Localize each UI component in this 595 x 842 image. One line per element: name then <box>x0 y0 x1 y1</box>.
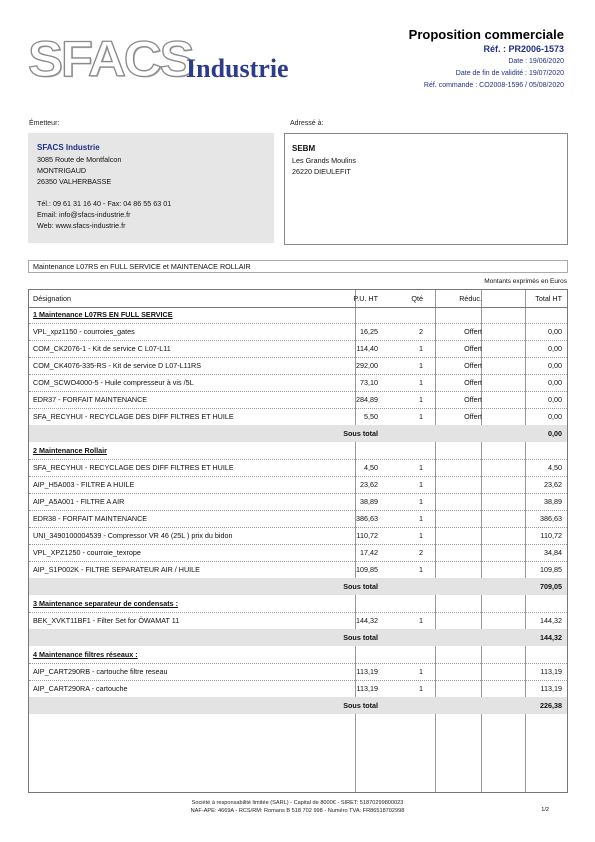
item-unit-price: 292,00 <box>356 361 378 370</box>
emitter-phone: Tél.: 09 61 31 16 40 - Fax: 04 86 55 63 01 <box>37 199 172 208</box>
subtotal-label: Sous total <box>343 582 378 591</box>
item-total: 34,84 <box>544 548 562 557</box>
item-quantity: 2 <box>419 327 423 336</box>
subtotal-label: Sous total <box>343 429 378 438</box>
column-header-discount: Réduc. <box>459 294 482 303</box>
item-unit-price: 113,19 <box>356 684 378 693</box>
item-designation: VPL_XPZ1250 - courroie_texrope <box>33 548 141 557</box>
item-total: 386,63 <box>540 514 562 523</box>
recipient-block <box>284 133 568 245</box>
emitter-label: Émetteur: <box>29 120 60 127</box>
subtotal-row <box>29 629 567 646</box>
emitter-email: Email: info@sfacs-industrie.fr <box>37 210 131 219</box>
section-title: 2 Maintenance Rollair <box>33 446 107 455</box>
subtotal-label: Sous total <box>343 701 378 710</box>
item-designation: COM_SCWO4000-5 - Huile compresseur à vis /5L <box>33 378 194 387</box>
section-title: 1 Maintenance L07RS EN FULL SERVICE <box>33 310 173 319</box>
item-unit-price: 38,89 <box>360 497 378 506</box>
subtotal-value: 0,00 <box>548 429 562 438</box>
item-designation: UNI_3490100004539 - Compressor VR 46 (25L ) prix du bidon <box>33 531 233 540</box>
item-total: 113,19 <box>540 667 562 676</box>
emitter-address-1: 3085 Route de Montfalcon <box>37 155 122 164</box>
section-heading-row <box>29 595 567 613</box>
emitter-block <box>28 133 274 243</box>
item-unit-price: 114,40 <box>356 344 378 353</box>
table-row <box>29 340 567 358</box>
item-unit-price: 5,50 <box>364 412 378 421</box>
subtotal-label: Sous total <box>343 633 378 642</box>
item-designation: VPL_xpz1150 - courroies_gates <box>33 327 135 336</box>
legal-footer <box>0 799 595 815</box>
table-row <box>29 476 567 494</box>
item-total: 0,00 <box>548 361 562 370</box>
item-quantity: 1 <box>419 361 423 370</box>
item-quantity: 1 <box>419 684 423 693</box>
table-row <box>29 612 567 630</box>
item-quantity: 1 <box>419 514 423 523</box>
logo-mark: SFACS <box>28 31 193 87</box>
item-designation: AIP_CART290RA - cartouche <box>33 684 128 693</box>
item-quantity: 1 <box>419 565 423 574</box>
table-row <box>29 510 567 528</box>
item-unit-price: 386,63 <box>356 514 378 523</box>
page-number: 1/2 <box>541 807 549 813</box>
column-header-unit-price: P.U. HT <box>353 294 378 303</box>
item-quantity: 2 <box>419 548 423 557</box>
item-discount: Offert <box>464 361 482 370</box>
document-header <box>409 27 564 92</box>
item-quantity: 1 <box>419 531 423 540</box>
subtotal-value: 226,38 <box>540 701 562 710</box>
item-total: 144,32 <box>540 616 562 625</box>
item-designation: COM_CK2076-1 - Kit de service C L07-L11 <box>33 344 171 353</box>
item-quantity: 1 <box>419 378 423 387</box>
table-row <box>29 493 567 511</box>
item-total: 4,50 <box>548 463 562 472</box>
subtotal-row <box>29 697 567 714</box>
footer-line-2: NAF-APE: 4669A - RCS/RM: Romans B 518 702 998 - Numéro TVA: FR86518702998 <box>190 808 405 814</box>
item-unit-price: 110,72 <box>356 531 378 540</box>
section-heading-row <box>29 442 567 460</box>
item-total: 38,89 <box>544 497 562 506</box>
recipient-address-2: 26220 DIEULEFIT <box>292 167 351 176</box>
item-designation: EDR37 - FORFAIT MAINTENANCE <box>33 395 148 404</box>
section-title: 4 Maintenance filtres réseaux : <box>33 650 138 659</box>
item-unit-price: 23,62 <box>360 480 378 489</box>
item-discount: Offert <box>464 395 482 404</box>
item-quantity: 1 <box>419 395 423 404</box>
order-reference: Réf. commande : CO2008-1596 / 05/08/2020 <box>423 82 564 89</box>
item-total: 0,00 <box>548 395 562 404</box>
currency-note: Montants exprimés en Euros <box>484 278 567 285</box>
company-logo <box>28 30 318 90</box>
column-header-qty: Qté <box>411 294 423 303</box>
item-total: 109,85 <box>540 565 562 574</box>
item-discount: Offert <box>464 412 482 421</box>
item-quantity: 1 <box>419 463 423 472</box>
item-unit-price: 109,85 <box>356 565 378 574</box>
recipient-name: SEBM <box>292 144 316 153</box>
item-designation: AIP_CART290RB - cartouche filtre reseau <box>33 667 168 676</box>
item-quantity: 1 <box>419 480 423 489</box>
table-row <box>29 544 567 562</box>
document-title: Proposition commerciale <box>408 27 564 42</box>
item-designation: EDR38 - FORFAIT MAINTENANCE <box>33 514 148 523</box>
table-row <box>29 663 567 681</box>
section-heading-row <box>29 306 567 324</box>
item-designation: AIP_H5A003 - FILTRE A HUILE <box>33 480 135 489</box>
item-total: 0,00 <box>548 344 562 353</box>
item-unit-price: 16,25 <box>360 327 378 336</box>
item-designation: AIP_S1P002K - FILTRE SEPARATEUR AIR / HUILE <box>33 565 200 574</box>
document-date: Date : 19/06/2020 <box>508 58 564 65</box>
emitter-address-2: MONTRIGAUD <box>37 166 87 175</box>
item-quantity: 1 <box>419 344 423 353</box>
emitter-name: SFACS Industrie <box>37 143 100 152</box>
table-row <box>29 323 567 341</box>
table-row <box>29 680 567 698</box>
subtotal-value: 709,05 <box>540 582 562 591</box>
item-designation: COM_CK4076-335-RS - Kit de service D L07-L11RS <box>33 361 202 370</box>
subtotal-row <box>29 425 567 442</box>
item-total: 0,00 <box>548 327 562 336</box>
item-discount: Offert <box>464 327 482 336</box>
footer-line-1: Société à responsabilité limitée (SARL) - Capital de 8000€ - SIRET: 51870299800023 <box>191 800 404 806</box>
item-total: 110,72 <box>540 531 562 540</box>
item-unit-price: 17,42 <box>360 548 378 557</box>
item-designation: AIP_A5A001 - FILTRE A AIR <box>33 497 125 506</box>
section-heading-row <box>29 646 567 664</box>
quote-table <box>28 289 568 793</box>
document-reference: Réf. : PR2006-1573 <box>483 44 564 54</box>
subtotal-value: 144,32 <box>540 633 562 642</box>
logo-subtitle: Industrie <box>186 54 289 83</box>
table-row <box>29 459 567 477</box>
proposal-subject: Maintenance L07RS en FULL SERVICE et MAINTENACE ROLLAIR <box>28 260 568 273</box>
table-row <box>29 391 567 409</box>
table-row <box>29 357 567 375</box>
item-designation: BEK_XVKT11BF1 - Filter Set for ÖWAMAT 11 <box>33 616 180 625</box>
item-quantity: 1 <box>419 667 423 676</box>
emitter-website: Web: www.sfacs-industrie.fr <box>37 221 126 230</box>
table-row <box>29 527 567 545</box>
item-quantity: 1 <box>419 616 423 625</box>
table-row <box>29 408 567 426</box>
section-title: 3 Maintenance separateur de condensats : <box>33 599 178 608</box>
table-row <box>29 374 567 392</box>
item-quantity: 1 <box>419 497 423 506</box>
table-row <box>29 561 567 579</box>
subtotal-row <box>29 578 567 595</box>
item-quantity: 1 <box>419 412 423 421</box>
column-header-designation: Désignation <box>33 294 71 303</box>
item-discount: Offert <box>464 378 482 387</box>
item-total: 0,00 <box>548 412 562 421</box>
item-designation: SFA_RECYHUI - RECYCLAGE DES DIFF FILTRES ET HUILE <box>33 412 234 421</box>
column-header-total: Total HT <box>535 294 562 303</box>
item-unit-price: 113,19 <box>356 667 378 676</box>
item-total: 113,19 <box>540 684 562 693</box>
recipient-label: Adressé à: <box>290 120 324 127</box>
item-unit-price: 4,50 <box>364 463 378 472</box>
item-total: 0,00 <box>548 378 562 387</box>
emitter-address-3: 26350 VALHERBASSE <box>37 177 112 186</box>
recipient-address-1: Les Grands Moulins <box>292 156 356 165</box>
item-unit-price: 73,10 <box>360 378 378 387</box>
item-unit-price: 284,89 <box>356 395 378 404</box>
item-discount: Offert <box>464 344 482 353</box>
item-total: 23,62 <box>544 480 562 489</box>
item-designation: SFA_RECYHUI - RECYCLAGE DES DIFF FILTRES ET HUILE <box>33 463 234 472</box>
item-unit-price: 144,32 <box>356 616 378 625</box>
validity-date: Date de fin de validité : 19/07/2020 <box>455 70 564 77</box>
